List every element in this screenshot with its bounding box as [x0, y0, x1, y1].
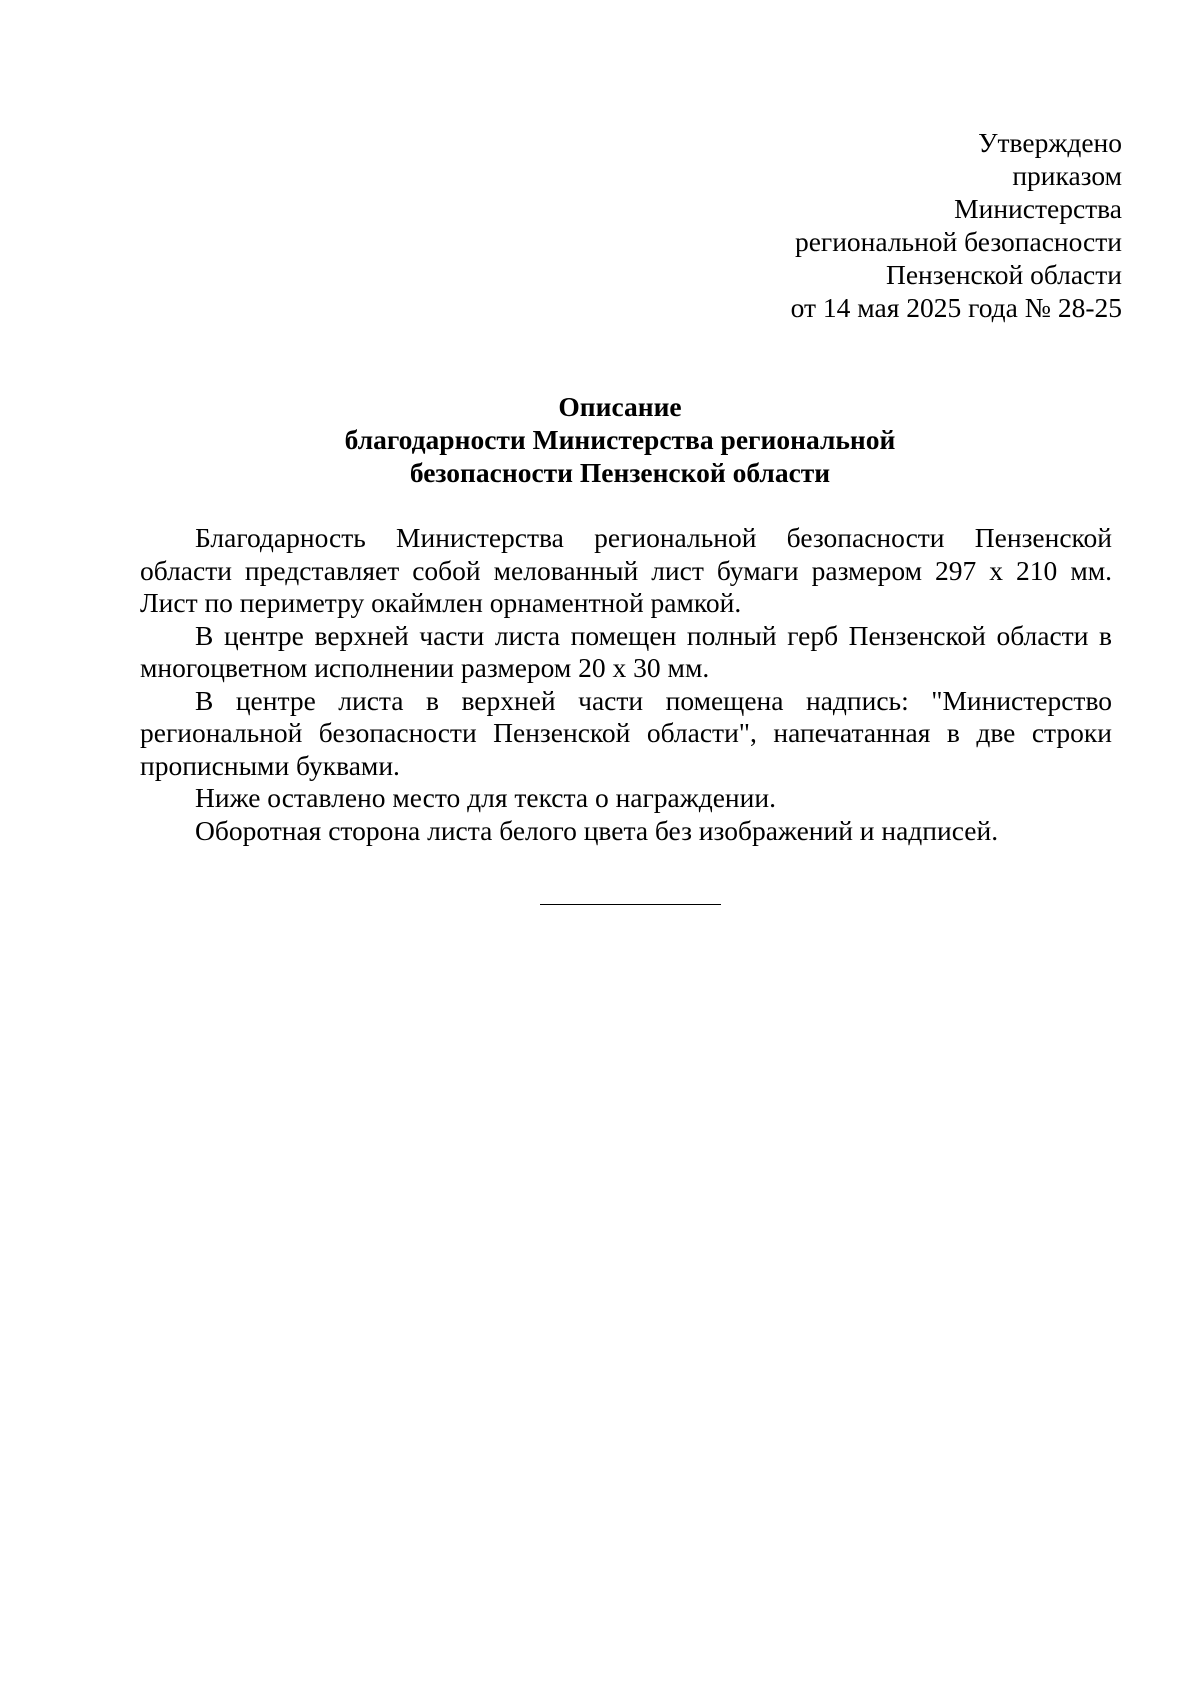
- paragraph-line: многоцветном исполнении размером 20 х 30 мм.: [140, 652, 710, 683]
- approval-line-regional-security: региональной безопасности: [794, 226, 1122, 257]
- paragraph-line: региональной безопасности Пензенской области", напечатанная в две строки: [140, 717, 1112, 748]
- title-line-description: Описание: [558, 391, 682, 422]
- document-body: [140, 522, 1112, 847]
- paragraph-award-text-space: [140, 782, 1112, 815]
- approval-line-date-number: от 14 мая 2025 года № 28-25: [790, 292, 1122, 323]
- paragraph-line: В центре верхней части листа помещен полный герб Пензенской области в: [195, 619, 1112, 651]
- paragraph-inscription: [140, 685, 1112, 783]
- title-line-gratitude: благодарности Министерства региональной: [344, 424, 896, 455]
- paragraph-line: области представляет собой мелованный лист бумаги размером 297 х 210 мм.: [140, 554, 1112, 586]
- approval-stamp-block: [791, 126, 1122, 324]
- paragraph-line: прописными буквами.: [140, 749, 400, 781]
- paragraph-coat-of-arms: [140, 620, 1112, 685]
- paragraph-reverse-side: [140, 815, 1112, 848]
- paragraph-line: Благодарность Министерства региональной безопасности Пензенской: [195, 522, 1112, 553]
- approval-line-by-order: приказом: [1012, 160, 1122, 191]
- approval-line-region: Пензенской области: [885, 259, 1122, 290]
- approval-line-ministry: Министерства: [954, 193, 1122, 224]
- paragraph-line: В центре листа в верхней части помещена надпись: "Министерство: [195, 684, 1112, 716]
- approval-line-approved: Утверждено: [978, 127, 1122, 158]
- paragraph-line: Ниже оставлено место для текста о награждении.: [195, 782, 776, 813]
- paragraph-line: Оборотная сторона листа белого цвета без изображений и надписей.: [195, 814, 999, 846]
- paragraph-line: Лист по периметру окаймлен орнаментной рамкой.: [140, 587, 742, 618]
- closing-divider-line: [540, 904, 721, 905]
- document-title: [140, 390, 1100, 489]
- title-line-region: безопасности Пензенской области: [409, 457, 831, 488]
- paragraph-description: [140, 522, 1112, 620]
